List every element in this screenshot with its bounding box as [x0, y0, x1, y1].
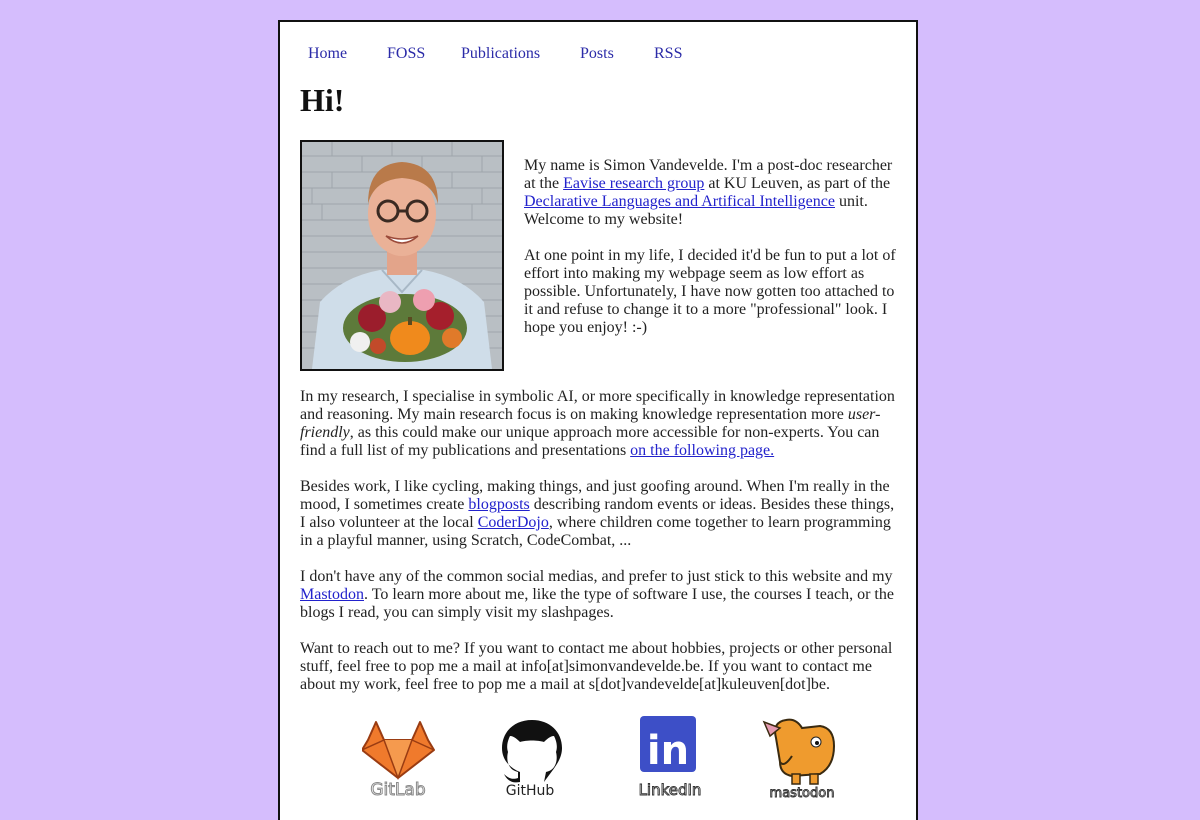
dtai-link[interactable]: Declarative Languages and Artifical Intelligence: [524, 193, 835, 210]
low-effort-paragraph: At one point in my life, I decided it'd be fun to put a lot of effort into making my webpage seem as low effort as possible. Unfortunately, I have now gotten too attached to it and refuse to change it to a more "professional" look. I hope you enjoy! :-): [524, 247, 896, 336]
main-content: [300, 388, 900, 712]
profile-photo: [300, 140, 504, 371]
eavise-link[interactable]: Eavise research group: [563, 175, 705, 192]
nav-foss-link[interactable]: FOSS: [387, 45, 426, 62]
gitlab-icon: [362, 716, 442, 798]
mastodon-icon-link[interactable]: [762, 716, 846, 805]
svg-text:in: in: [646, 728, 690, 774]
linkedin-icon: [628, 716, 712, 800]
social-icons: [300, 716, 900, 806]
hobbies-paragraph: Besides work, I like cycling, making things, and just goofing around. When I'm really in the mood, I sometimes create blogposts describing random events or ideas. Besides these things, I also volunteer at the local CoderDojo, where children come together to learn programming in a playful manner, using Scratch, CodeCombat, ...: [300, 478, 895, 549]
nav-rss-link[interactable]: RSS: [654, 45, 683, 62]
nav-home-link[interactable]: Home: [308, 45, 348, 62]
mastodon-icon: [762, 716, 846, 800]
github-icon: [496, 716, 568, 798]
intro-paragraph: My name is Simon Vandevelde. I'm a post-doc researcher at the Eavise research group at KU Leuven, as part of the Declarative Languages and Artifical Intelligence unit. Welcome to my website!: [524, 157, 893, 228]
blogposts-link[interactable]: blogposts: [468, 496, 530, 513]
gitlab-label: GitLab: [370, 780, 426, 798]
nav-publications-link[interactable]: Publications: [461, 45, 541, 62]
gitlab-link[interactable]: [362, 716, 442, 803]
linkedin-link[interactable]: [628, 716, 712, 805]
nav-posts-link[interactable]: Posts: [580, 45, 614, 62]
page-container: [278, 20, 918, 820]
page-title: Hi!: [300, 82, 345, 118]
github-link[interactable]: [496, 716, 568, 803]
contact-paragraph: Want to reach out to me? If you want to contact me about hobbies, projects or other personal stuff, feel free to pop me a mail at info[at]simonvandevelde.be. If you want to contact me about my work, feel free to pop me a mail at s[dot]vandevelde[at]kuleuven[dot]be.: [300, 640, 893, 693]
research-paragraph: In my research, I specialise in symbolic AI, or more specifically in knowledge representation and reasoning. My main research focus is on making knowledge representation more user-friendly, as this could make our unique approach more accessible for non-experts. You can find a full list of my publications and presentations on the following page.: [300, 388, 895, 459]
intro-section: [524, 157, 902, 355]
mastodon-link[interactable]: Mastodon: [300, 586, 364, 603]
coderdojo-link[interactable]: CoderDojo: [477, 514, 549, 531]
github-label: GitHub: [505, 783, 555, 798]
social-paragraph: I don't have any of the common social medias, and prefer to just stick to this website and my Mastodon. To learn more about me, like the type of software I use, the courses I teach, or the blogs I read, you can simply visit my slashpages.: [300, 568, 894, 621]
publications-page-link[interactable]: on the following page.: [630, 442, 775, 459]
mastodon-label: mastodon: [769, 786, 835, 800]
linkedin-label: LinkedIn: [638, 781, 702, 799]
